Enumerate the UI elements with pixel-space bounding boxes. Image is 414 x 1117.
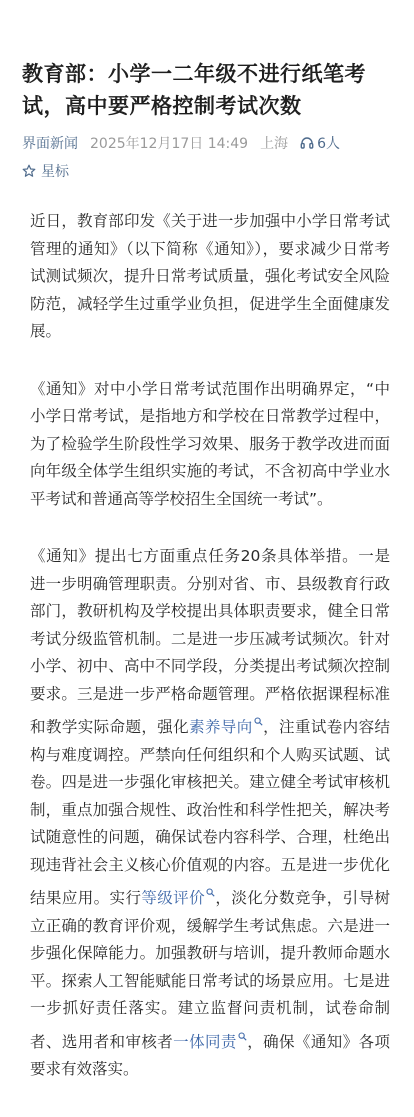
keyword-link-accountability[interactable] xyxy=(173,1033,247,1051)
headphone-icon[interactable] xyxy=(300,136,314,150)
article-body xyxy=(22,208,392,1084)
star-icon xyxy=(22,164,36,178)
paragraph: 《通知》对中小学日常考试范围作出明确界定，“中小学日常考试，是指地方和学校在日常教学过程中，为了检验学生阶段性学习效果、服务于教学改进而面向年级全体学生组织实施的考试，不含初高中学业水平考试和普通高等学校招生全国统一考试”。 xyxy=(30,379,390,508)
keyword-link-label: 一体同责 xyxy=(173,1032,237,1051)
paragraph-text: ，淡化分数竞争，引导树立正确的教育评价观，缓解学生考试焦虑。六是进一步强化保障能力。加强教研与培训，提升教师命题水平。探索人工智能赋能日常考试的场景应用。七是进一步抓好责任落实。建立监督问责机制，试卷命制者、选用者和审核者 xyxy=(30,889,390,1051)
keyword-link-literacy[interactable] xyxy=(189,718,263,736)
keyword-link-label: 等级评价 xyxy=(141,889,205,908)
listener-count: 6人 xyxy=(317,136,340,152)
search-icon xyxy=(254,708,263,736)
article-meta xyxy=(22,132,392,154)
paragraph-text: ，注重试卷内容结构与难度调控。严禁向任何组织和个人购买试题、试卷。四是进一步强化审核把关。建立健全考试审核机制，重点加强合规性、政治性和科学性把关，解决考试随意性的问题，确保试卷内容科学、合理，杜绝出现违背社会主义核心价值观的内容。五是进一步优化结果应用。实行 xyxy=(30,718,390,908)
keyword-link-grading[interactable] xyxy=(141,889,215,907)
location: 上海 xyxy=(260,136,289,152)
paragraph-text: 《通知》提出七方面重点任务20条具体举措。一是进一步明确管理职责。分别对省、市、县级教育行政部门，教研机构及学校提出具体职责要求，健全日常考试分级监管机制。二是进一步压减考试频次。针对小学、初中、高中不同学段，分类提出考试频次控制要求。三是进一步严格命题管理。严格依据课程标准和教学实际命题，强化 xyxy=(30,547,390,737)
publish-date: 2025年12月17日 14:49 xyxy=(90,136,249,152)
search-icon xyxy=(238,1023,247,1051)
search-icon xyxy=(206,879,215,907)
keyword-link-label: 素养导向 xyxy=(189,718,253,737)
star-label: 星标 xyxy=(41,164,69,180)
paragraph-text: ，确保《通知》各项要求有效落实。 xyxy=(30,1032,390,1079)
article-title: 教育部：小学一二年级不进行纸笔考试，高中要严格控制考试次数 xyxy=(22,62,366,118)
star-button[interactable] xyxy=(22,160,392,182)
source-link[interactable]: 界面新闻 xyxy=(22,136,78,152)
paragraph: 近日，教育部印发《关于进一步加强中小学日常考试管理的通知》（以下简称《通知》），要求减少日常考试测试频次，提升日常考试质量，强化考试安全风险防范，减轻学生过重学业负担，促进学生全面健康发展。 xyxy=(30,212,390,340)
paragraph xyxy=(30,543,390,1084)
